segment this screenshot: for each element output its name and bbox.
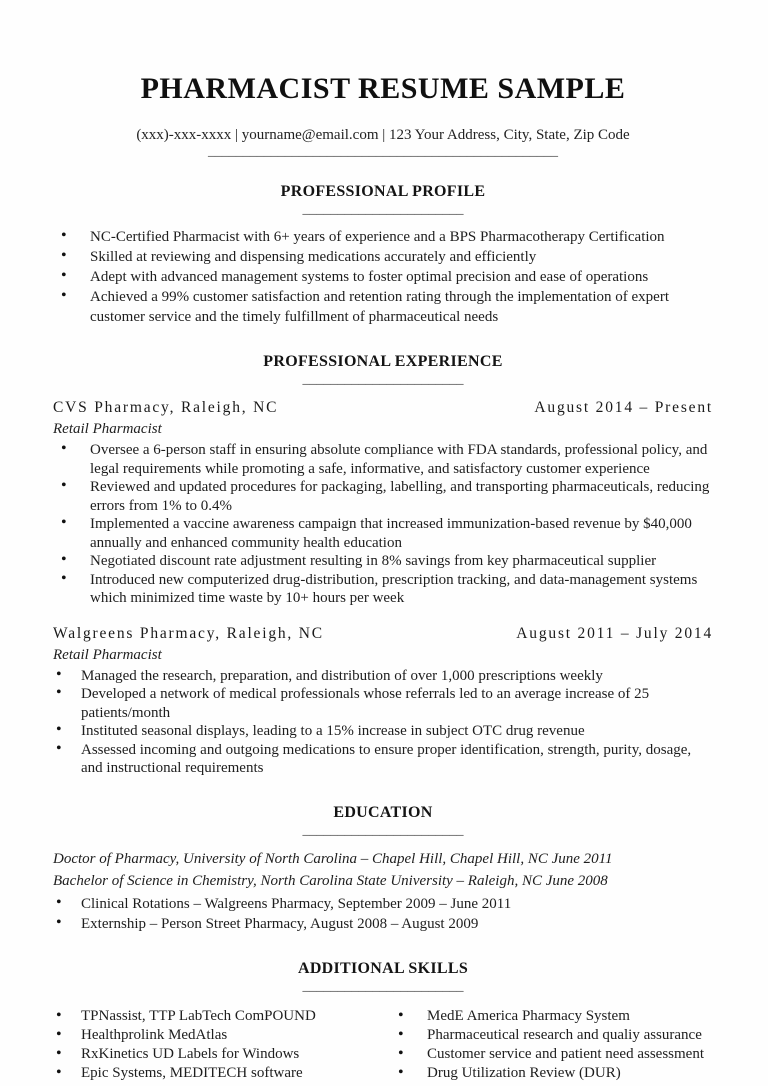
job-bullet: • Implemented a vaccine awareness campaign that increased immunization-based revenue by $40,000 annually and enhanced community health education: [53, 515, 713, 552]
job-bullet: • Managed the research, preparation, and distribution of over 1,000 prescriptions weekly: [53, 667, 713, 686]
skill-item: • Pharmaceutical research and qualiy assurance: [390, 1026, 713, 1045]
page-title: PHARMACIST RESUME SAMPLE: [140, 72, 626, 105]
contact-line: (xxx)-xxx-xxxx | yourname@email.com | 123 Your Address, City, State, Zip Code: [136, 127, 630, 143]
profile-bullet: • Adept with advanced management systems to foster optimal precision and ease of operations: [53, 267, 713, 287]
skills-column-left: [53, 1005, 390, 1084]
skill-item: • MedE America Pharmacy System: [390, 1007, 713, 1026]
employment-dates: August 2014 – Present: [534, 399, 713, 416]
job-bullet: • Negotiated discount rate adjustment resulting in 8% savings from key pharmaceutical supplier: [53, 552, 713, 571]
job-bullet: • Oversee a 6-person staff in ensuring absolute compliance with FDA standards, professional policy, and legal requirements while promoting a safe, informative, and satisfactory customer experience: [53, 441, 713, 478]
company-name: Walgreens Pharmacy, Raleigh, NC: [53, 624, 324, 642]
job-bullet: • Instituted seasonal displays, leading to a 15% increase in subject OTC drug revenue: [53, 722, 713, 741]
job-title: Retail Pharmacist: [53, 421, 162, 437]
skills-columns: [53, 1005, 713, 1084]
job-bullet: • Assessed incoming and outgoing medications to ensure proper identification, strength, purity, dosage, and instructional requirements: [53, 741, 713, 778]
skill-item: • TPNassist, TTP LabTech ComPOUND: [53, 1007, 390, 1026]
profile-bullet: • NC-Certified Pharmacist with 6+ years of experience and a BPS Pharmacotherapy Certification: [53, 227, 713, 247]
job-bullet-list: [53, 667, 713, 778]
job-bullet-list: [53, 441, 713, 608]
skill-item: • Customer service and patient need assessment: [390, 1045, 713, 1064]
degree-entry: Bachelor of Science in Chemistry, North Carolina State University – Raleigh, NC June 2008: [53, 872, 608, 889]
job-bullet: • Developed a network of medical professionals whose referrals led to an average increase of 25 patients/month: [53, 685, 713, 722]
section-divider: _______________________: [302, 202, 464, 217]
skills-list: [390, 1007, 713, 1084]
job-header: [53, 397, 713, 418]
job-bullet: • Reviewed and updated procedures for packaging, labelling, and transporting pharmaceuticals, reducing errors from 1% to 0.4%: [53, 478, 713, 515]
section-heading-additional-skills: ADDITIONAL SKILLS: [297, 959, 469, 977]
header-divider: __________________________________________________: [208, 144, 558, 159]
skills-list: [53, 1007, 390, 1084]
job-header: [53, 623, 713, 644]
section-divider: _______________________: [302, 372, 464, 387]
section-divider: _______________________: [302, 822, 464, 838]
education-bullet-list: [53, 894, 713, 934]
education-bullet: • Clinical Rotations – Walgreens Pharmacy, September 2009 – June 2011: [53, 894, 713, 914]
employment-dates: August 2011 – July 2014: [516, 624, 713, 642]
profile-bullet-list: [53, 227, 713, 327]
skill-item: • RxKinetics UD Labels for Windows: [53, 1045, 390, 1064]
section-heading-education: EDUCATION: [333, 803, 433, 821]
job-title: Retail Pharmacist: [53, 646, 162, 663]
section-divider: _______________________: [302, 978, 464, 994]
degree-list: [53, 848, 713, 892]
job-bullet: • Introduced new computerized drug-distribution, prescription tracking, and data-management systems which minimized time waste by 10+ hours per week: [53, 571, 713, 608]
degree-entry: Doctor of Pharmacy, University of North Carolina – Chapel Hill, Chapel Hill, NC June 2011: [53, 850, 613, 867]
profile-bullet: • Skilled at reviewing and dispensing medications accurately and efficiently: [53, 247, 713, 267]
skill-item: • Healthprolink MedAtlas: [53, 1026, 390, 1045]
profile-bullet: • Achieved a 99% customer satisfaction and retention rating through the implementation of expert customer service and the timely fulfillment of pharmaceutical needs: [53, 287, 713, 327]
section-heading-professional-profile: PROFESSIONAL PROFILE: [280, 183, 486, 200]
job-entry-walgreens: [53, 623, 713, 778]
job-entry-cvs: [53, 397, 713, 608]
skill-item: • Drug Utilization Review (DUR): [390, 1064, 713, 1083]
skill-item: • Epic Systems, MEDITECH software: [53, 1064, 390, 1083]
company-name: CVS Pharmacy, Raleigh, NC: [53, 399, 279, 416]
education-bullet: • Externship – Person Street Pharmacy, August 2008 – August 2009: [53, 914, 713, 934]
skills-column-right: [390, 1005, 713, 1084]
section-heading-professional-experience: PROFESSIONAL EXPERIENCE: [263, 353, 503, 370]
